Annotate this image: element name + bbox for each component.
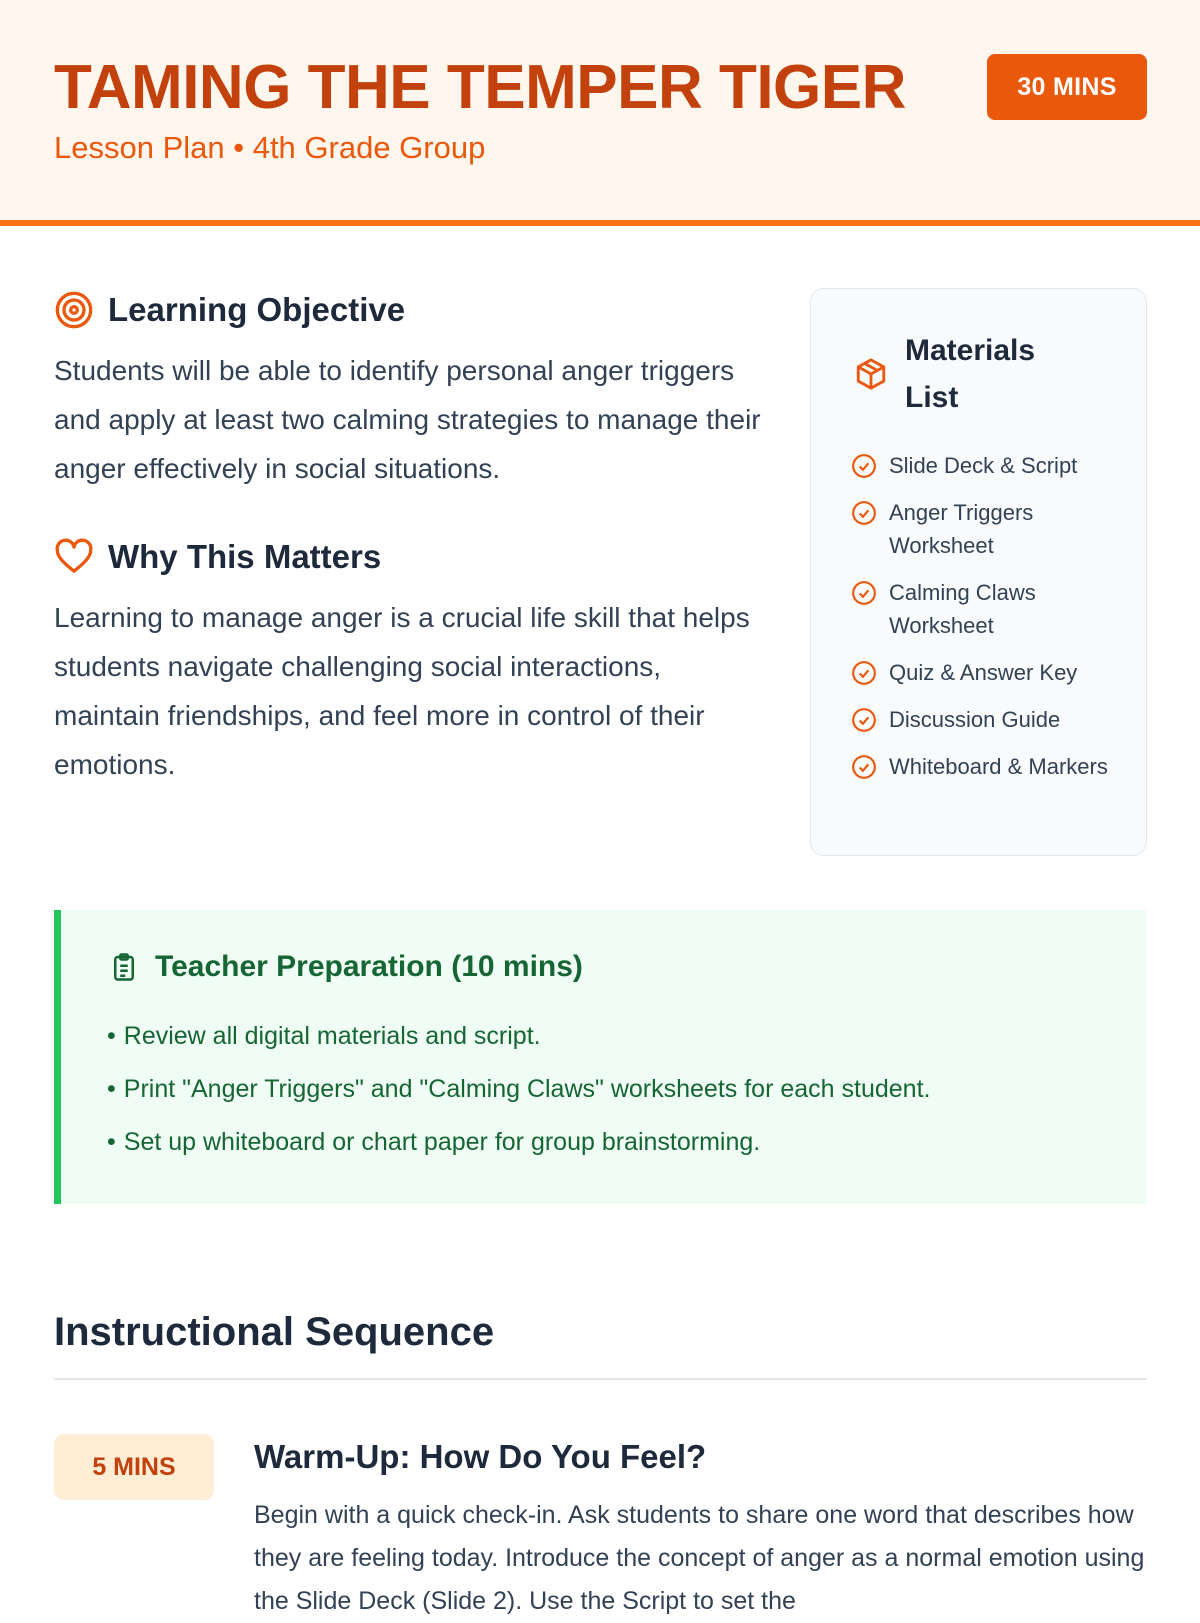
materials-card <box>810 288 1147 856</box>
prep-heading: Teacher Preparation (10 mins) <box>155 950 583 983</box>
prep-item: • Print "Anger Triggers" and "Calming Claws" worksheets for each student. <box>107 1063 930 1116</box>
objective-text: Students will be able to identify personal anger triggers and apply at least two calming strategies to manage their anger effectively in social situations. <box>54 355 761 484</box>
materials-heading-row <box>851 327 1075 421</box>
why-text: Learning to manage anger is a crucial life skill that helps students navigate challenging social interactions, maintain friendships, and feel more in control of their emotions. <box>54 602 750 780</box>
materials-heading: Materials List <box>905 334 1036 414</box>
step-text: Begin with a quick check-in. Ask students to share one word that describes how they are feeling today. Introduce the concept of anger as a normal emotion using the Slide Deck (Slide 2). Use the Script to set the <box>254 1501 1145 1615</box>
target-icon <box>54 290 94 330</box>
lesson-header <box>0 0 1200 226</box>
sequence-divider <box>54 1378 1147 1380</box>
materials-item-label: Anger Triggers Worksheet <box>889 500 1034 558</box>
check-circle-icon <box>851 660 877 686</box>
check-circle-icon <box>851 754 877 780</box>
prep-list <box>107 1010 930 1169</box>
prep-item: • Review all digital materials and script. <box>107 1010 930 1063</box>
check-circle-icon <box>851 500 877 526</box>
package-icon <box>851 354 891 394</box>
materials-item <box>851 449 1109 482</box>
check-circle-icon <box>851 707 877 733</box>
materials-item <box>851 496 1109 562</box>
why-heading: Why This Matters <box>108 538 382 575</box>
sequence-heading: Instructional Sequence <box>54 1310 495 1354</box>
materials-item <box>851 750 1109 783</box>
objective-heading-row <box>54 290 405 330</box>
step-duration-badge: 5 MINS <box>54 1434 214 1500</box>
lesson-title: TAMING THE TEMPER TIGER <box>54 53 906 122</box>
clipboard-icon <box>107 950 141 984</box>
materials-item <box>851 656 1109 689</box>
duration-badge: 30 MINS <box>987 54 1147 120</box>
prep-item: • Set up whiteboard or chart paper for group brainstorming. <box>107 1116 930 1169</box>
materials-item-label: Quiz & Answer Key <box>889 660 1078 685</box>
objective-heading: Learning Objective <box>108 291 406 328</box>
materials-item <box>851 576 1109 642</box>
heart-icon <box>54 537 94 577</box>
materials-item <box>851 703 1109 736</box>
teacher-prep-panel <box>54 910 1147 1204</box>
materials-item-label: Discussion Guide <box>889 707 1061 732</box>
check-circle-icon <box>851 453 877 479</box>
materials-item-label: Slide Deck & Script <box>889 453 1078 478</box>
prep-heading-row <box>107 950 583 984</box>
lesson-subtitle: Lesson Plan • 4th Grade Group <box>54 130 486 165</box>
step-title: Warm-Up: How Do You Feel? <box>254 1438 707 1475</box>
materials-item-label: Calming Claws Worksheet <box>889 580 1036 638</box>
why-heading-row <box>54 537 381 577</box>
check-circle-icon <box>851 580 877 606</box>
materials-item-label: Whiteboard & Markers <box>889 754 1108 779</box>
